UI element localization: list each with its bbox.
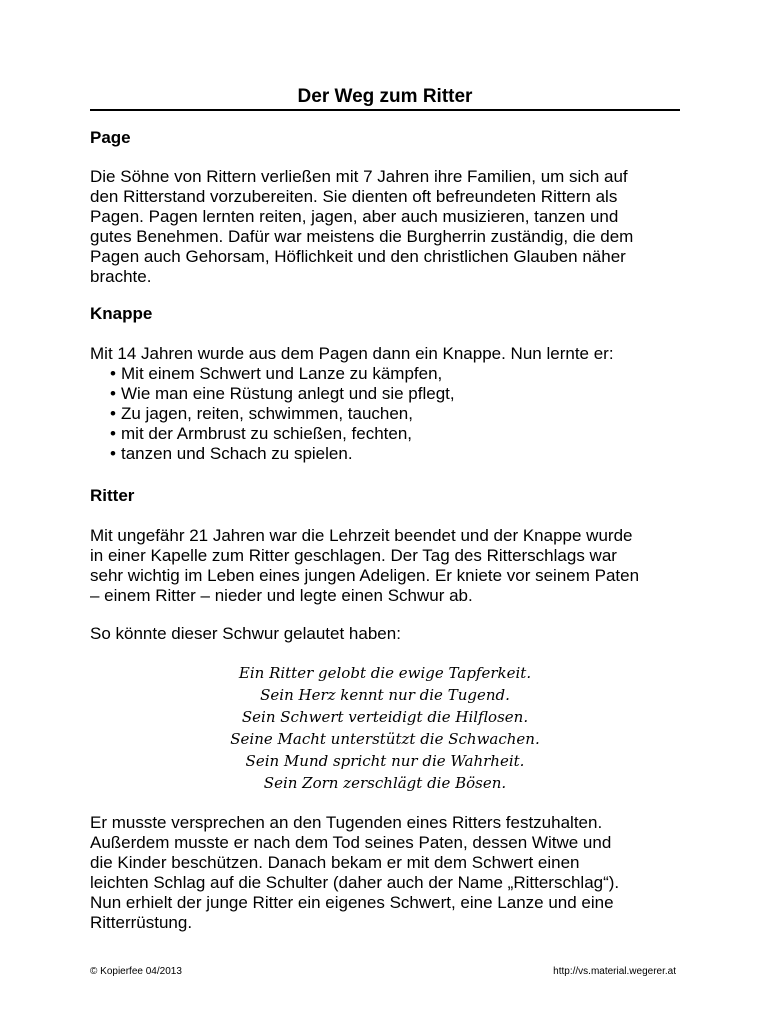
oath-line: Sein Schwert verteidigt die Hilflosen.: [241, 708, 529, 726]
heading-knappe: Knappe: [90, 304, 153, 323]
paragraph-line: in einer Kapelle zum Ritter geschlagen. Der Tag des Ritterschlags war: [90, 546, 617, 565]
oath-line: Sein Zorn zerschlägt die Bösen.: [263, 774, 507, 792]
footer-copyright: © Kopierfee 04/2013: [90, 966, 182, 977]
paragraph-line: Ritterrüstung.: [90, 913, 193, 932]
paragraph-line: den Ritterstand vorzubereiten. Sie dienten oft befreundeten Rittern als: [90, 187, 618, 206]
oath-line: Seine Macht unterstützt die Schwachen.: [230, 730, 540, 748]
list-item: • tanzen und Schach zu spielen.: [90, 444, 680, 464]
paragraph-line: Mit 14 Jahren wurde aus dem Pagen dann ein Knappe. Nun lernte er:: [90, 344, 614, 363]
page-title: Der Weg zum Ritter: [297, 86, 473, 107]
oath-line: Sein Mund spricht nur die Wahrheit.: [245, 752, 525, 770]
oath-line: Sein Herz kennt nur die Tugend.: [260, 686, 510, 704]
footer-url: http://vs.material.wegerer.at: [553, 966, 676, 977]
paragraph-line: Er musste versprechen an den Tugenden eines Ritters festzuhalten.: [90, 813, 603, 832]
list-item: • Wie man eine Rüstung anlegt und sie pflegt,: [90, 384, 680, 404]
heading-page: Page: [90, 128, 131, 147]
bullet-list-knappe: [90, 364, 680, 464]
title-underline: [90, 109, 680, 111]
paragraph-line: So könnte dieser Schwur gelautet haben:: [90, 624, 401, 643]
paragraph-line: Die Söhne von Rittern verließen mit 7 Jahren ihre Familien, um sich auf: [90, 167, 628, 186]
paragraph-line: leichten Schlag auf die Schulter (daher auch der Name „Ritterschlag“).: [90, 873, 620, 892]
paragraph-line: Pagen auch Gehorsam, Höflichkeit und den christlichen Glauben näher: [90, 247, 626, 266]
paragraph-line: die Kinder beschützen. Danach bekam er mit dem Schwert einen: [90, 853, 580, 872]
list-item: • Zu jagen, reiten, schwimmen, tauchen,: [90, 404, 680, 424]
paragraph-line: Nun erhielt der junge Ritter ein eigenes Schwert, eine Lanze und eine: [90, 893, 614, 912]
paragraph-knappe-intro: [90, 344, 680, 364]
paragraph-line: Außerdem musste er nach dem Tod seines Paten, dessen Witwe und: [90, 833, 612, 852]
paragraph-line: sehr wichtig im Leben eines jungen Adeligen. Er kniete vor seinem Paten: [90, 566, 640, 585]
paragraph-ritter: [90, 526, 680, 606]
oath-block: [90, 662, 680, 794]
paragraph-line: gutes Benehmen. Dafür war meistens die Burgherrin zuständig, die dem: [90, 227, 634, 246]
oath-line: Ein Ritter gelobt die ewige Tapferkeit.: [238, 664, 532, 682]
heading-ritter: Ritter: [90, 486, 135, 505]
paragraph-closing: [90, 813, 680, 933]
list-item: • mit der Armbrust zu schießen, fechten,: [90, 424, 680, 444]
paragraph-line: Pagen. Pagen lernten reiten, jagen, aber auch musizieren, tanzen und: [90, 207, 619, 226]
paragraph-page: [90, 167, 680, 287]
list-item: • Mit einem Schwert und Lanze zu kämpfen,: [90, 364, 680, 384]
paragraph-oath-intro: [90, 624, 680, 644]
paragraph-line: brachte.: [90, 267, 152, 286]
paragraph-line: Mit ungefähr 21 Jahren war die Lehrzeit beendet und der Knappe wurde: [90, 526, 633, 545]
paragraph-line: – einem Ritter – nieder und legte einen Schwur ab.: [90, 586, 473, 605]
